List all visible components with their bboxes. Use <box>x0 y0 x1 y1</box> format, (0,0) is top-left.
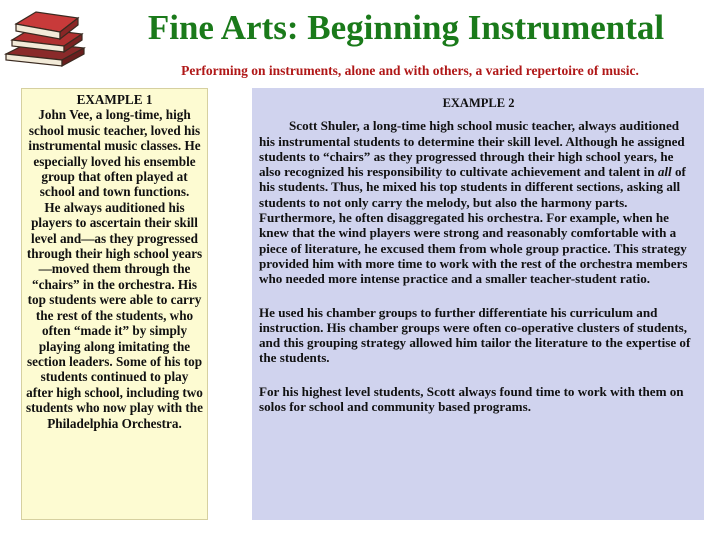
example-2-paragraph-1-text-a: Scott Shuler, a long-time high school music teacher, always auditioned his instrumental students to determine their skill level. Although he assigned students to “chairs” as they progressed through their high school years, he also recognized his responsibility to cultivate achievement and talent in <box>259 118 685 180</box>
example-2-paragraph-4: For his highest level students, Scott always found time to work with them on solos for school and community based programs. <box>259 383 684 415</box>
example-1-box <box>21 88 208 520</box>
page-subtitle: Performing on instruments, alone and with others, a varied repertoire of music. <box>181 63 639 78</box>
example-2-heading: EXAMPLE 2 <box>442 96 515 110</box>
page-title: Fine Arts: Beginning Instrumental <box>147 8 665 47</box>
example-2-paragraph-2: Furthermore, he often disaggregated his orchestra. For example, when he knew that the wind players were strong and reasonably comfortable with a piece of literature, he excused them from whole group practice. This strategy provided him with more time to work with the rest of the orchestra members who needed more intense practice and a smaller teacher-student ratio. <box>259 210 688 287</box>
example-1-paragraph-2: He always auditioned his players to ascertain their skill level and—as they progressed through their high school years—moved them through the “chairs” in the orchestra. His top students were able to carry the rest of the students, who often “made it” by simply playing along imitating the section leaders. Some of his top students continued to play after high school, including two students who now play with the Philadelphia Orchestra. <box>26 199 203 431</box>
example-2-paragraph-3: He used his chamber groups to further differentiate his curriculum and instruction. His chamber groups were often co-operative clusters of students, and this grouping strategy allowed him tailor the literature to the expertise of the students. <box>259 304 691 366</box>
example-2-paragraph-1 <box>259 118 698 210</box>
example-2-paragraph-1-text-b: of his students. Thus, he mixed his top students in different sections, asking all students to not only carry the melody, but also the harmony parts. <box>259 164 686 210</box>
example-1-paragraph-1: John Vee, a long-time, high school music teacher, loved his instrumental music classes. He especially loved his ensemble group that often played at school and town functions. <box>28 107 201 200</box>
example-2-emphasis: all <box>657 164 672 180</box>
example-1-heading: EXAMPLE 1 <box>76 92 153 107</box>
books-stack-icon <box>2 2 90 72</box>
example-2-box <box>252 88 704 520</box>
